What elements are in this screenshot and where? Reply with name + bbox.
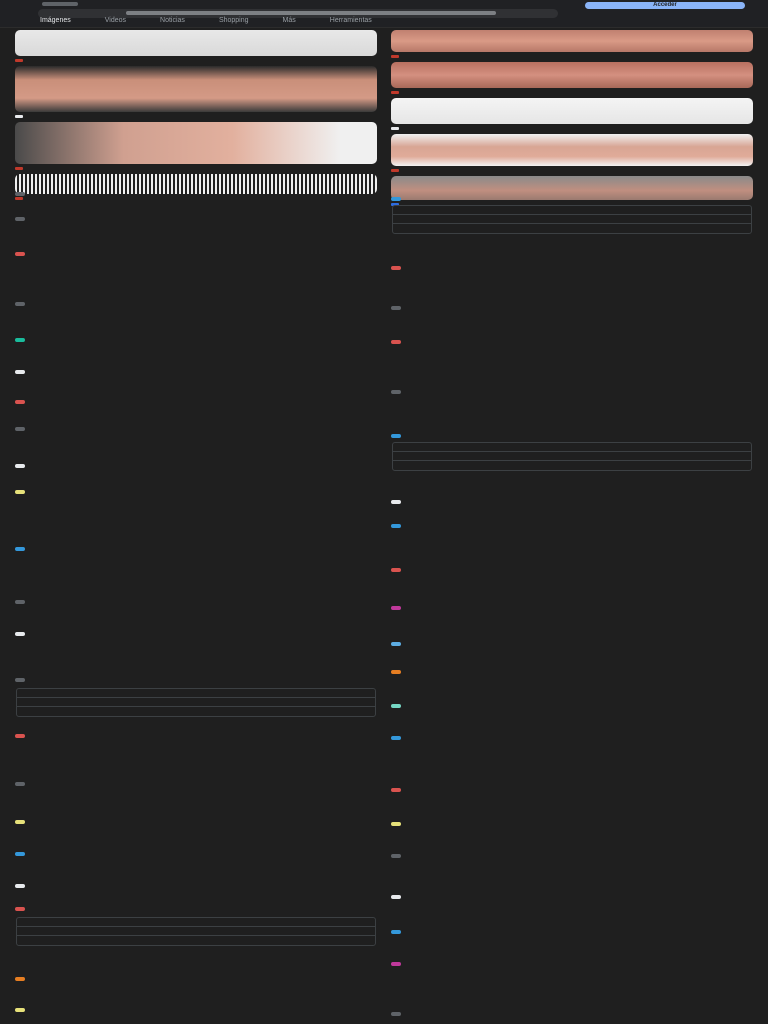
- favicon-icon: [391, 568, 401, 572]
- result-source: [391, 1010, 753, 1018]
- table-cell: [137, 689, 375, 697]
- search-result[interactable]: [391, 786, 753, 794]
- result-source: [391, 264, 753, 272]
- search-result[interactable]: [391, 522, 753, 530]
- search-result[interactable]: [391, 1010, 753, 1018]
- table-cell: [137, 698, 375, 706]
- table-cell: [513, 206, 751, 214]
- image-source[interactable]: [15, 114, 377, 118]
- image-source[interactable]: [15, 166, 377, 170]
- search-result[interactable]: [15, 850, 377, 858]
- favicon-icon: [15, 678, 25, 682]
- favicon-icon: [15, 907, 25, 911]
- search-result[interactable]: [15, 462, 377, 470]
- result-source: [391, 734, 753, 742]
- favicon-icon: [391, 91, 399, 94]
- favicon-icon: [15, 167, 23, 170]
- result-source: [15, 630, 377, 638]
- result-source: [391, 432, 753, 440]
- favicon-icon: [15, 820, 25, 824]
- table-row: [17, 918, 375, 927]
- favicon-icon: [15, 852, 25, 856]
- search-result[interactable]: [15, 818, 377, 826]
- search-result[interactable]: [15, 215, 377, 223]
- search-result[interactable]: [391, 820, 753, 828]
- result-source: [391, 960, 753, 968]
- search-result[interactable]: [15, 975, 377, 983]
- snippet-table: [392, 205, 752, 234]
- search-result[interactable]: [15, 905, 377, 913]
- favicon-icon: [15, 464, 25, 468]
- favicon-icon: [15, 884, 25, 888]
- favicon-icon: [15, 490, 25, 494]
- tab-images[interactable]: Imágenes: [40, 17, 71, 24]
- favicon-icon: [15, 782, 25, 786]
- favicon-icon: [391, 642, 401, 646]
- table-cell: [513, 452, 751, 460]
- favicon-icon: [391, 266, 401, 270]
- favicon-icon: [391, 434, 401, 438]
- result-source: [15, 1006, 377, 1014]
- image-source[interactable]: [15, 58, 377, 62]
- search-result[interactable]: [15, 882, 377, 890]
- table-cell: [393, 206, 513, 214]
- favicon-icon: [15, 427, 25, 431]
- google-logo[interactable]: [42, 2, 78, 6]
- favicon-icon: [391, 524, 401, 528]
- favicon-icon: [391, 895, 401, 899]
- search-result[interactable]: [391, 264, 753, 272]
- favicon-icon: [391, 1012, 401, 1016]
- search-result[interactable]: [391, 338, 753, 346]
- image-source[interactable]: [391, 126, 753, 130]
- result-source: [391, 668, 753, 676]
- search-result[interactable]: [391, 702, 753, 710]
- result-source: [15, 818, 377, 826]
- favicon-icon: [15, 1008, 25, 1012]
- result-source: [391, 928, 753, 936]
- favicon-icon: [391, 670, 401, 674]
- table-cell: [513, 224, 751, 233]
- result-source: [15, 336, 377, 344]
- favicon-icon: [15, 400, 25, 404]
- favicon-icon: [15, 977, 25, 981]
- search-result[interactable]: [15, 398, 377, 406]
- table-cell: [17, 698, 137, 706]
- result-source: [15, 882, 377, 890]
- left-image-column: [15, 30, 377, 204]
- result-source: [15, 850, 377, 858]
- table-row: [17, 936, 375, 945]
- table-cell: [137, 707, 375, 716]
- favicon-icon: [15, 115, 23, 118]
- result-source: [15, 598, 377, 606]
- result-source: [391, 522, 753, 530]
- search-result[interactable]: [391, 304, 753, 312]
- search-result[interactable]: [15, 630, 377, 638]
- forehead-sticker-image[interactable]: [15, 66, 377, 112]
- favicon-icon: [391, 736, 401, 740]
- search-result[interactable]: [391, 604, 753, 612]
- table-row: [17, 707, 375, 716]
- result-source: [391, 304, 753, 312]
- table-cell: [17, 707, 137, 716]
- search-result[interactable]: [391, 928, 753, 936]
- table-row: [17, 927, 375, 936]
- favicon-icon: [391, 788, 401, 792]
- icon-grid-image[interactable]: [391, 98, 753, 124]
- search-result[interactable]: [15, 488, 377, 496]
- search-result[interactable]: [15, 598, 377, 606]
- image-source[interactable]: [391, 168, 753, 172]
- tab-news[interactable]: Noticias: [160, 17, 185, 24]
- result-source: [15, 398, 377, 406]
- favicon-icon: [15, 302, 25, 306]
- favicon-icon: [15, 600, 25, 604]
- top-bar: [0, 0, 768, 28]
- result-source: [15, 215, 377, 223]
- snippet-table: [16, 688, 376, 717]
- result-source: [391, 338, 753, 346]
- result-source: [15, 368, 377, 376]
- table-cell: [17, 689, 137, 697]
- search-result[interactable]: [15, 190, 377, 198]
- image-source[interactable]: [391, 54, 753, 58]
- result-source: [391, 498, 753, 506]
- search-result[interactable]: [391, 640, 753, 648]
- favicon-icon: [15, 217, 25, 221]
- favicon-icon: [391, 390, 401, 394]
- search-result[interactable]: [391, 668, 753, 676]
- table-row: [393, 443, 751, 452]
- favicon-icon: [15, 734, 25, 738]
- result-source: [391, 640, 753, 648]
- tab-more[interactable]: Más: [282, 17, 296, 24]
- search-result[interactable]: [391, 432, 753, 440]
- search-result[interactable]: [15, 250, 377, 258]
- favicon-icon: [391, 306, 401, 310]
- table-cell: [137, 927, 375, 935]
- sketch-pattern-image[interactable]: [15, 30, 377, 56]
- favicon-icon: [391, 930, 401, 934]
- tab-shopping[interactable]: Shopping: [218, 17, 249, 24]
- search-result[interactable]: [391, 960, 753, 968]
- search-result[interactable]: [15, 425, 377, 433]
- result-source: [15, 462, 377, 470]
- table-cell: [513, 443, 751, 451]
- result-source: [391, 702, 753, 710]
- table-cell: [17, 927, 137, 935]
- result-source: [391, 195, 753, 203]
- favicon-icon: [15, 59, 23, 62]
- table-cell: [513, 215, 751, 223]
- favicon-icon: [15, 370, 25, 374]
- result-source: [391, 786, 753, 794]
- result-source: [15, 488, 377, 496]
- search-result[interactable]: [391, 388, 753, 396]
- search-result[interactable]: [15, 1006, 377, 1014]
- favicon-icon: [15, 632, 25, 636]
- table-row: [393, 452, 751, 461]
- search-result[interactable]: [391, 893, 753, 901]
- search-result[interactable]: [391, 734, 753, 742]
- table-row: [17, 689, 375, 698]
- favicon-icon: [391, 704, 401, 708]
- table-row: [393, 461, 751, 470]
- search-result[interactable]: [391, 566, 753, 574]
- table-cell: [513, 461, 751, 470]
- face-tattoo-image-2[interactable]: [391, 62, 753, 88]
- favicon-icon: [15, 338, 25, 342]
- search-result[interactable]: [15, 336, 377, 344]
- search-result[interactable]: [15, 545, 377, 553]
- result-source: [15, 975, 377, 983]
- table-cell: [137, 918, 375, 926]
- favicon-icon: [391, 854, 401, 858]
- search-query-text: [126, 11, 496, 15]
- result-source: [391, 604, 753, 612]
- face-tattoo-image-1[interactable]: [391, 30, 753, 52]
- table-cell: [17, 918, 137, 926]
- favicon-icon: [391, 500, 401, 504]
- favicon-icon: [391, 962, 401, 966]
- result-source: [15, 250, 377, 258]
- neck-tattoo-image[interactable]: [15, 122, 377, 164]
- favicon-icon: [15, 547, 25, 551]
- snippet-table: [392, 442, 752, 471]
- favicon-icon: [391, 169, 399, 172]
- search-result[interactable]: [15, 780, 377, 788]
- search-result[interactable]: [391, 498, 753, 506]
- search-result[interactable]: [391, 195, 753, 203]
- search-result[interactable]: [391, 852, 753, 860]
- table-cell: [393, 443, 513, 451]
- table-row: [393, 224, 751, 233]
- right-image-column: [391, 30, 753, 210]
- favicon-icon: [391, 197, 401, 201]
- snippet-table: [16, 917, 376, 946]
- search-result[interactable]: [15, 300, 377, 308]
- result-source: [15, 425, 377, 433]
- table-cell: [137, 936, 375, 945]
- tab-videos[interactable]: Videos: [104, 17, 127, 24]
- result-source: [15, 190, 377, 198]
- search-tabs: [40, 16, 760, 26]
- tab-tools[interactable]: Herramientas: [329, 17, 372, 24]
- table-row: [393, 215, 751, 224]
- result-source: [391, 388, 753, 396]
- sign-in-button[interactable]: Acceder: [585, 2, 745, 9]
- search-result[interactable]: [15, 368, 377, 376]
- table-row: [393, 206, 751, 215]
- favicon-icon: [391, 55, 399, 58]
- result-source: [391, 852, 753, 860]
- result-source: [391, 893, 753, 901]
- search-result[interactable]: [15, 732, 377, 740]
- table-cell: [393, 215, 513, 223]
- result-source: [15, 905, 377, 913]
- table-cell: [393, 224, 513, 233]
- result-source: [15, 732, 377, 740]
- favicon-icon: [391, 340, 401, 344]
- result-source: [391, 820, 753, 828]
- favicon-icon: [15, 252, 25, 256]
- table-row: [17, 698, 375, 707]
- result-source: [15, 780, 377, 788]
- result-source: [391, 566, 753, 574]
- favicon-icon: [15, 192, 25, 196]
- favicon-icon: [391, 822, 401, 826]
- table-cell: [17, 936, 137, 945]
- favicon-icon: [391, 606, 401, 610]
- result-source: [15, 300, 377, 308]
- result-source: [15, 676, 377, 684]
- favicon-icon: [391, 127, 399, 130]
- table-cell: [393, 452, 513, 460]
- table-cell: [393, 461, 513, 470]
- neck-tattoo-image-2[interactable]: [391, 134, 753, 166]
- search-result[interactable]: [15, 676, 377, 684]
- image-source[interactable]: [391, 90, 753, 94]
- result-source: [15, 545, 377, 553]
